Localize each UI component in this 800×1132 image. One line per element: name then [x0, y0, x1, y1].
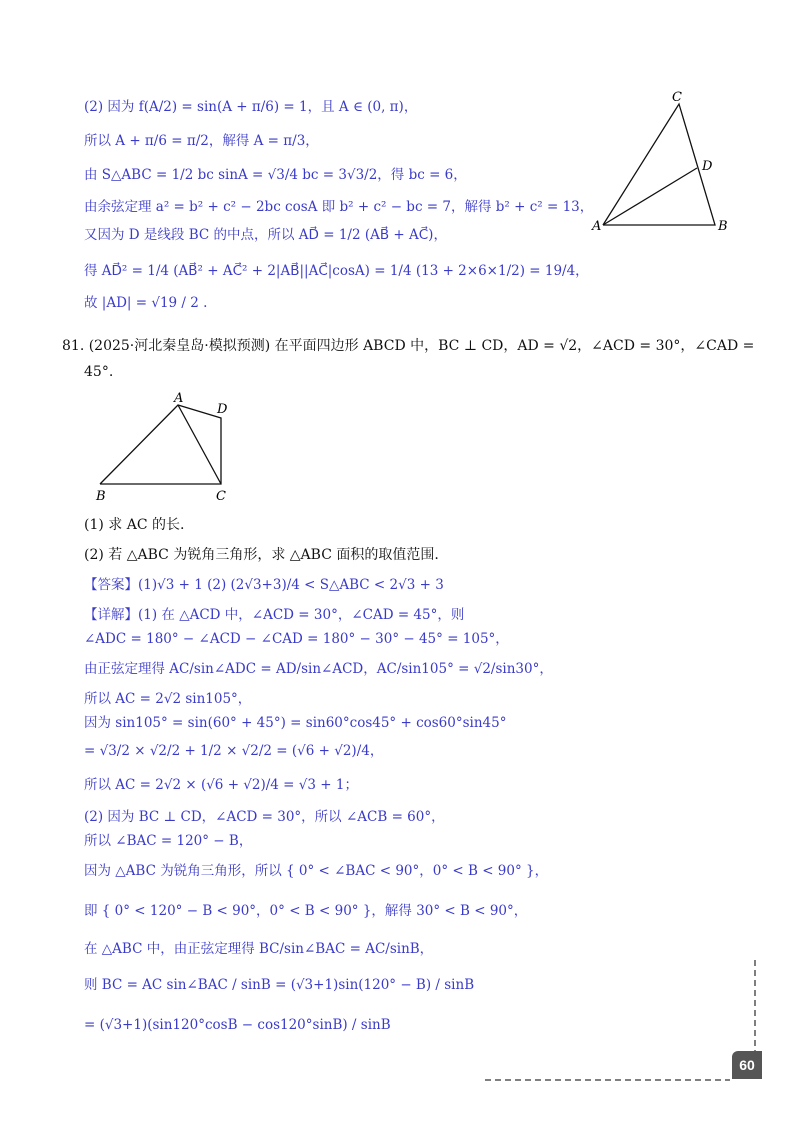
page-number: 60 [732, 1051, 762, 1079]
detail-line-2: ∠ADC = 180° − ∠ACD − ∠CAD = 180° − 30° − 45° = 105°， [84, 631, 509, 647]
detail-line-8: (2) 因为 BC ⊥ CD，∠ACD = 30°，所以 ∠ACB = 60°， [84, 809, 445, 825]
fig1-label-d: D [702, 159, 713, 174]
prev-line-7: 故 |AD| = √19 / 2 . [84, 295, 208, 311]
fig2-label-a: A [174, 391, 184, 406]
detail-line-3: 由正弦定理得 AC/sin∠ADC = AD/sin∠ACD，AC/sin105° = √2/sin30°， [84, 661, 553, 677]
detail-line-13: 则 BC = AC sin∠BAC / sinB = (√3+1)sin(120° − B) / sinB [84, 977, 475, 993]
fig1-label-b: B [718, 219, 728, 234]
prev-line-5: 又因为 D 是线段 BC 的中点，所以 AD⃗ = 1/2 (AB⃗ + AC⃗)， [84, 227, 447, 243]
problem-line-1: 81. (2025·河北秦皇岛·模拟预测) 在平面四边形 ABCD 中，BC ⊥ CD，AD = √2，∠ACD = 30°，∠CAD = [62, 338, 755, 354]
fig1-label-a: A [592, 219, 602, 234]
fig1-label-c: C [672, 90, 682, 105]
prev-line-1: (2) 因为 f(A/2) = sin(A + π/6) = 1，且 A ∈ (0, π)， [84, 99, 418, 115]
question-1: (1) 求 AC 的长. [84, 517, 185, 533]
fig2-label-b: B [96, 489, 106, 504]
prev-line-6: 得 AD⃗² = 1/4 (AB⃗² + AC⃗² + 2|AB⃗||AC⃗|cosA) = 1/4 (13 + 2×6×1/2) = 19/4， [84, 263, 589, 279]
figure-2-quadrilateral [95, 391, 228, 504]
detail-line-5: 因为 sin105° = sin(60° + 45°) = sin60°cos45° + cos60°sin45° [84, 715, 507, 731]
detail-line-7: 所以 AC = 2√2 × (√6 + √2)/4 = √3 + 1； [84, 777, 358, 793]
answer-line: 【答案】(1)√3 + 1 (2) (2√3+3)/4 < S△ABC < 2√3 + 3 [84, 577, 444, 593]
prev-line-4: 由余弦定理 a² = b² + c² − 2bc cosA 即 b² + c² − bc = 7，解得 b² + c² = 13， [84, 199, 594, 215]
detail-line-14: = (√3+1)(sin120°cosB − cos120°sinB) / sinB [84, 1017, 391, 1033]
prev-line-2: 所以 A + π/6 = π/2，解得 A = π/3， [84, 133, 319, 149]
detail-line-9: 所以 ∠BAC = 120° − B， [84, 833, 253, 849]
detail-line-10: 因为 △ABC 为锐角三角形，所以 { 0° < ∠BAC < 90°，0° < B < 90° }， [84, 863, 549, 879]
fig2-label-c: C [216, 489, 226, 504]
detail-line-12: 在 △ABC 中，由正弦定理得 BC/sin∠BAC = AC/sinB， [84, 941, 434, 957]
problem-line-2: 45°. [84, 364, 114, 380]
detail-line-11: 即 { 0° < 120° − B < 90°，0° < B < 90° }，解得 30° < B < 90°， [84, 903, 528, 919]
fig2-label-d: D [217, 402, 228, 417]
detail-line-1: 【详解】(1) 在 △ACD 中，∠ACD = 30°，∠CAD = 45°，则 [84, 607, 465, 623]
detail-line-6: = √3/2 × √2/2 + 1/2 × √2/2 = (√6 + √2)/4， [84, 743, 384, 759]
question-2: (2) 若 △ABC 为锐角三角形，求 △ABC 面积的取值范围. [84, 547, 439, 563]
prev-line-3: 由 S△ABC = 1/2 bc sinA = √3/4 bc = 3√3/2，得 bc = 6， [84, 167, 467, 183]
detail-line-4: 所以 AC = 2√2 sin105°， [84, 691, 252, 707]
